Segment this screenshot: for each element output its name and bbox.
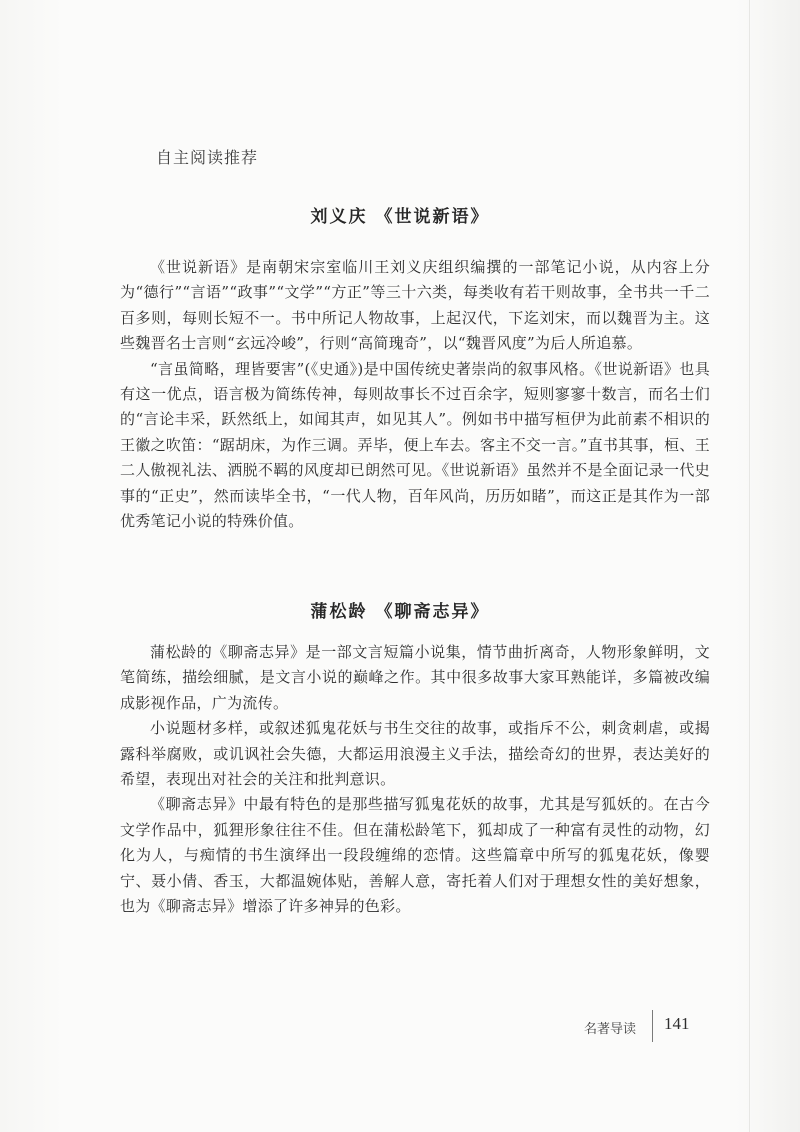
book-heading-liaozhai-zhiyi: 蒲松龄 《聊斋志异》: [310, 602, 490, 622]
footer-section-label: 名著导读: [584, 1022, 637, 1037]
paragraph: 蒲松龄的《聊斋志异》是一部文言短篇小说集，情节曲折离奇，人物形象鲜明，文笔简练，描绘细腻，是文言小说的巅峰之作。其中很多故事大家耳熟能详，多篇被改编成影视作品，广为流传。: [120, 643, 710, 712]
book-heading-shishuo-xinyu: 刘义庆 《世说新语》: [310, 207, 490, 227]
page-number: 141: [664, 1014, 690, 1033]
paragraph: 《聊斋志异》中最有特色的是那些描写狐鬼花妖的故事，尤其是写狐妖的。在古今文学作品中，狐狸形象往往不佳。但在蒲松龄笔下，狐却成了一种富有灵性的动物，幻化为人，与痴情的书生演绎出一段段缠绵的恋情。这些篇章中所写的狐鬼花妖，像婴宁、聂小倩、香玉，大都温婉体贴，善解人意，寄托着人们对于理想女性的美好想象，也为《聊斋志异》增添了许多神异的色彩。: [120, 795, 710, 916]
page-edge-shadow: [749, 0, 750, 1132]
book-body-shishuo-xinyu: [120, 255, 710, 534]
section-label: 自主阅读推荐: [156, 148, 259, 167]
paragraph: “言虽简略，理皆要害”(《史通》)是中国传统史著崇尚的叙事风格。《世说新语》也具有这一优点，语言极为简练传神，每则故事长不过百余字，短则寥寥十数言，而名士们的“言论丰采，跃然纸上，如闻其声，如见其人”。例如书中描写桓伊为此前素不相识的王徽之吹笛：“踞胡床，为作三调。弄毕，便上车去。客主不交一言。”直书其事，桓、王二人傲视礼法、洒脱不羁的风度却已朗然可见。《世说新语》虽然并不是全面记录一代史事的“正史”，然而读毕全书，“一代人物，百年风尚，历历如睹”，而这正是其作为一部优秀笔记小说的特殊价值。: [120, 359, 710, 531]
paragraph: 《世说新语》是南朝宋宗室临川王刘义庆组织编撰的一部笔记小说，从内容上分为“德行”“言语”“政事”“文学”“方正”等三十六类，每类收有若干则故事，全书共一千二百多则，每则长短不一。书中所记人物故事，上起汉代，下迄刘宋，而以魏晋为主。这些魏晋名士言则“玄远冷峻”，行则“高简瑰奇”，以“魏晋风度”为后人所追慕。: [120, 258, 710, 353]
paragraph: 小说题材多样，或叙述狐鬼花妖与书生交往的故事，或指斥不公，刺贪刺虐，或揭露科举腐败，或讥讽社会失德，大都运用浪漫主义手法，描绘奇幻的世界，表达美好的希望，表现出对社会的关注和批判意识。: [120, 719, 710, 789]
footer-divider: [652, 1010, 653, 1042]
book-body-liaozhai-zhiyi: [120, 640, 710, 919]
